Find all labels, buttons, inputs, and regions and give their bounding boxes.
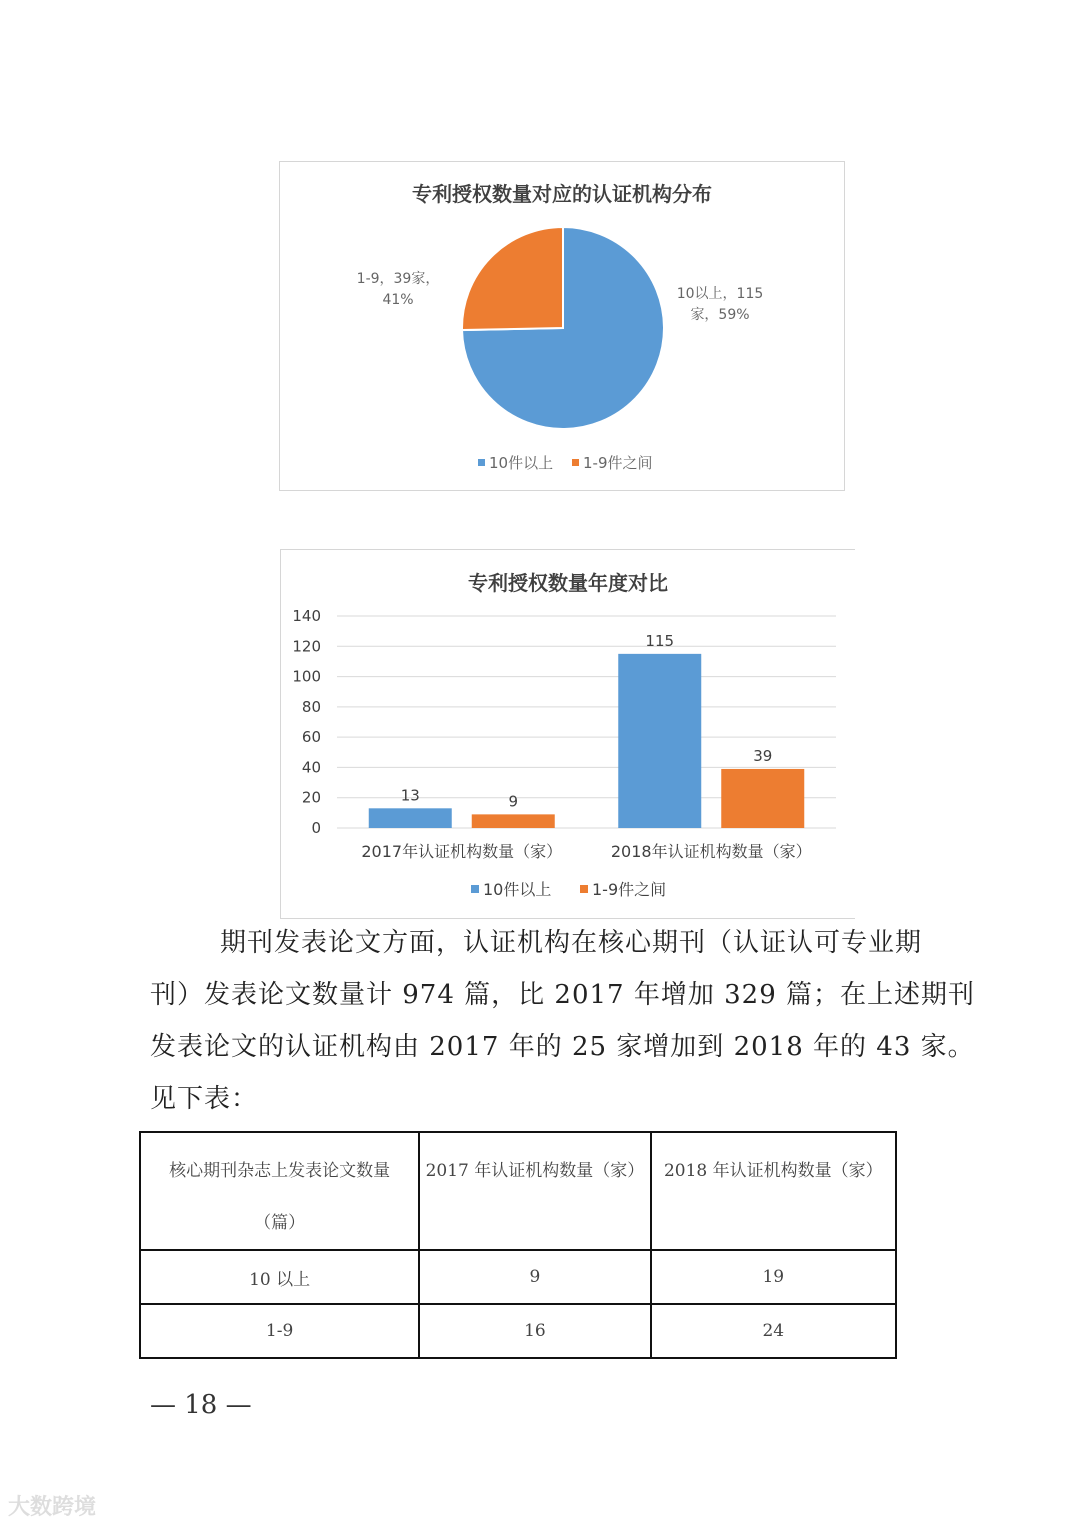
table-cell: 9	[419, 1250, 650, 1304]
paragraph-line-1: 期刊发表论文方面，认证机构在核心期刊（认证认可专业期	[220, 928, 923, 958]
table-header-cell	[140, 1132, 419, 1250]
y-tick-label: 60	[301, 728, 321, 747]
table-header-line: 2017 年认证机构数量（家）	[425, 1161, 645, 1181]
pie-data-label: 41%	[382, 292, 414, 308]
data-table	[139, 1131, 897, 1359]
bar	[618, 654, 701, 828]
pie-data-label: 10以上，115	[676, 286, 764, 302]
pie-chart	[279, 161, 845, 491]
y-tick-label: 80	[301, 697, 321, 716]
paragraph-line-3: 发表论文的认证机构由 2017 年的 25 家增加到 2018 年的 43 家。	[150, 1032, 975, 1062]
pie-chart-title: 专利授权数量对应的认证机构分布	[412, 182, 712, 206]
pie-chart-svg	[280, 162, 846, 492]
table-row	[140, 1304, 896, 1358]
y-tick-label: 120	[292, 637, 321, 656]
table-cell: 16	[419, 1304, 650, 1358]
legend-swatch	[478, 459, 485, 466]
bar-data-label: 39	[753, 746, 773, 765]
y-tick-label: 20	[301, 788, 321, 807]
bar-data-label: 9	[508, 792, 519, 811]
bar	[721, 769, 804, 828]
y-tick-label: 0	[311, 819, 321, 837]
table-header-line: （篇）	[254, 1213, 306, 1233]
paragraph-line-2: 刊）发表论文数量计 974 篇，比 2017 年增加 329 篇；在上述期刊	[150, 980, 976, 1010]
table-header-line: 核心期刊杂志上发表论文数量	[169, 1161, 391, 1181]
legend-swatch	[471, 885, 479, 893]
table-row	[140, 1250, 896, 1304]
bar-chart-svg	[281, 550, 856, 920]
x-tick-label: 2017年认证机构数量（家）	[361, 842, 563, 861]
table-header-line: 2018 年认证机构数量（家）	[663, 1161, 883, 1181]
bar-data-label: 13	[400, 786, 420, 805]
y-tick-label: 140	[292, 607, 321, 625]
pie-data-label: 1-9，39家，	[356, 271, 440, 287]
legend-label: 1-9件之间	[583, 454, 653, 472]
legend-swatch	[580, 885, 588, 893]
bar-data-label: 115	[645, 631, 675, 650]
legend-label: 10件以上	[483, 880, 552, 899]
watermark: 大数跨境	[8, 1495, 97, 1520]
legend-swatch	[572, 459, 579, 466]
table-cell: 19	[651, 1250, 896, 1304]
table-cell: 1-9	[140, 1304, 419, 1358]
bar	[472, 814, 555, 828]
table-header-row	[140, 1132, 896, 1250]
y-tick-label: 40	[301, 758, 321, 777]
table-header-cell	[651, 1132, 896, 1250]
table-cell: 10 以上	[140, 1250, 419, 1304]
table-header-cell	[419, 1132, 650, 1250]
body-paragraph	[150, 917, 976, 1125]
y-tick-label: 100	[292, 667, 321, 686]
paragraph-line-4: 见下表：	[150, 1084, 259, 1114]
bar	[369, 808, 452, 828]
table-cell: 24	[651, 1304, 896, 1358]
legend-label: 1-9件之间	[592, 880, 667, 899]
bar-chart	[280, 549, 855, 919]
pie-slice	[462, 227, 563, 330]
bar-chart-title: 专利授权数量年度对比	[468, 571, 668, 595]
legend-label: 10件以上	[489, 454, 554, 472]
pie-data-label: 家，59%	[690, 307, 750, 323]
x-tick-label: 2018年认证机构数量（家）	[610, 842, 812, 861]
page-number: — 18 —	[150, 1390, 252, 1420]
